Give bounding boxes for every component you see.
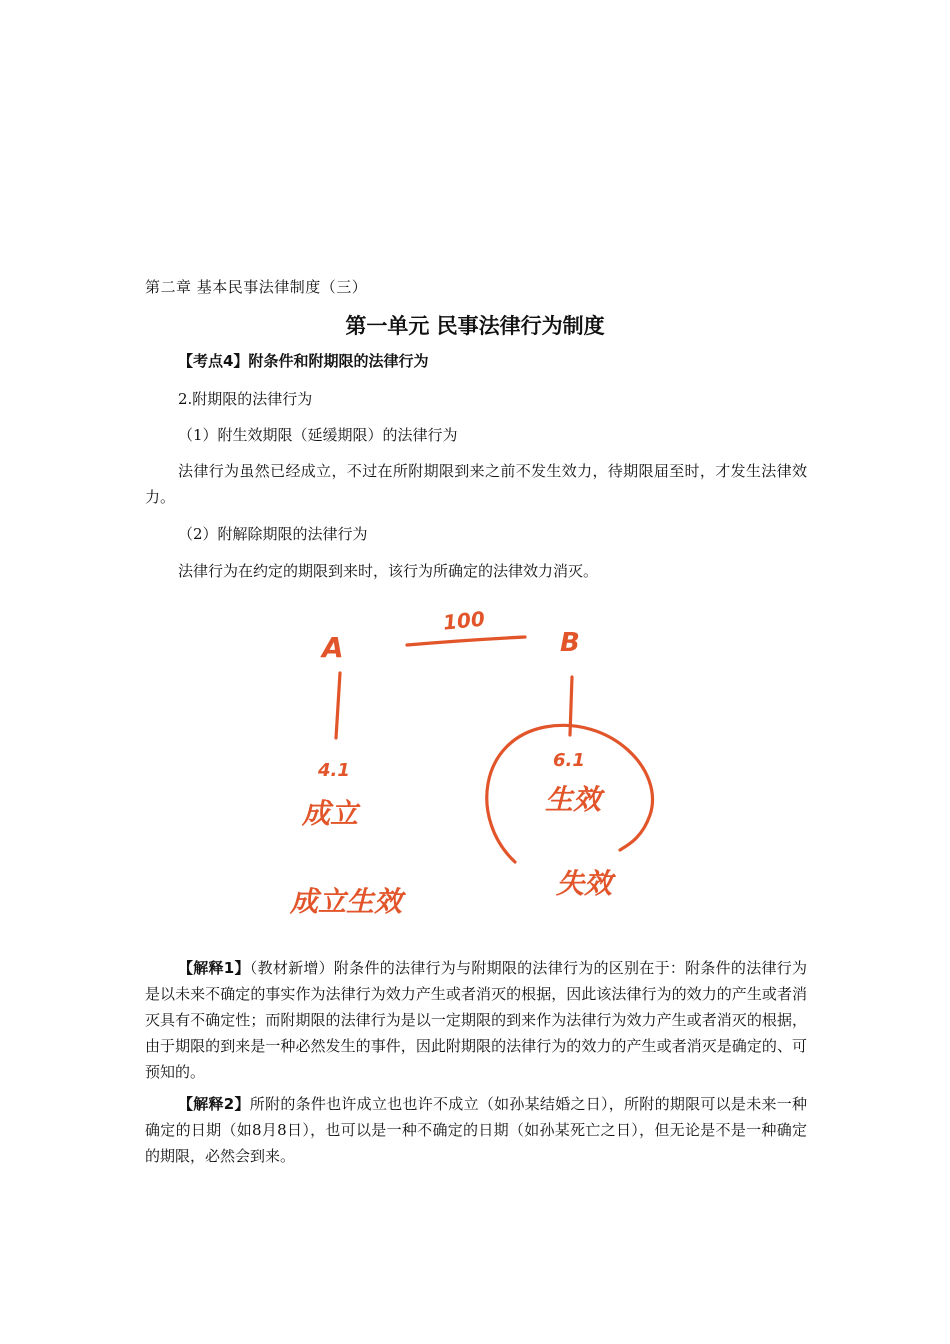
date-a-label: 4.1	[318, 760, 350, 781]
date-b-label: 6.1	[553, 750, 585, 771]
explanation-1-tag: 【解释1】	[178, 959, 250, 977]
amount-label: 100	[441, 606, 486, 635]
party-a-label: A	[322, 631, 344, 664]
explanation-2-tag: 【解释2】	[178, 1095, 250, 1113]
subsection-1-title: （1）附生效期限（延缓期限）的法律行为	[178, 426, 458, 444]
effective-label: 生效	[545, 783, 602, 816]
unit-title: 第一单元 民事法律行为制度	[345, 314, 605, 338]
exam-point-heading: 【考点4】附条件和附期限的法律行为	[178, 352, 429, 370]
party-b-label: B	[560, 628, 580, 658]
explanation-2	[145, 1091, 807, 1169]
established-label: 成立	[302, 797, 359, 830]
timeline-a-tick	[336, 673, 340, 738]
transaction-line	[407, 637, 525, 645]
explanation-1-text: （教材新增）附条件的法律行为与附期限的法律行为的区别在于：附条件的法律行为是以未来不确定的事实作为法律行为效力产生或者消灭的根据，因此该法律行为的效力的产生或者消灭具有不确定性；而附期限的法律行为是以一定期限的到来作为法律行为效力产生或者消灭的根据，由于期限的到来是一种必然发生的事件，因此附期限的法律行为的效力的产生或者消灭是确定的、可预知的。	[145, 959, 808, 1081]
lapse-label: 失效	[556, 867, 613, 900]
subsection-1-text: 法律行为虽然已经成立，不过在所附期限到来之前不发生效力，待期限届至时，才发生法律效力。	[145, 462, 807, 506]
section-heading: 2.附期限的法律行为	[178, 390, 313, 408]
explanation-1	[145, 955, 807, 1085]
chapter-heading: 第二章 基本民事法律制度（三）	[145, 278, 368, 296]
explanation-2-text: 所附的条件也许成立也也许不成立（如孙某结婚之日），所附的期限可以是未来一种确定的日期（如8月8日），也可以是一种不确定的日期（如孙某死亡之日），但无论是不是一种确定的期限，必然会到来。	[145, 1095, 808, 1165]
established-effective-label: 成立生效	[290, 885, 403, 918]
subsection-2-title: （2）附解除期限的法律行为	[178, 525, 368, 543]
subsection-2-text: 法律行为在约定的期限到来时，该行为所确定的法律效力消灭。	[178, 562, 599, 580]
